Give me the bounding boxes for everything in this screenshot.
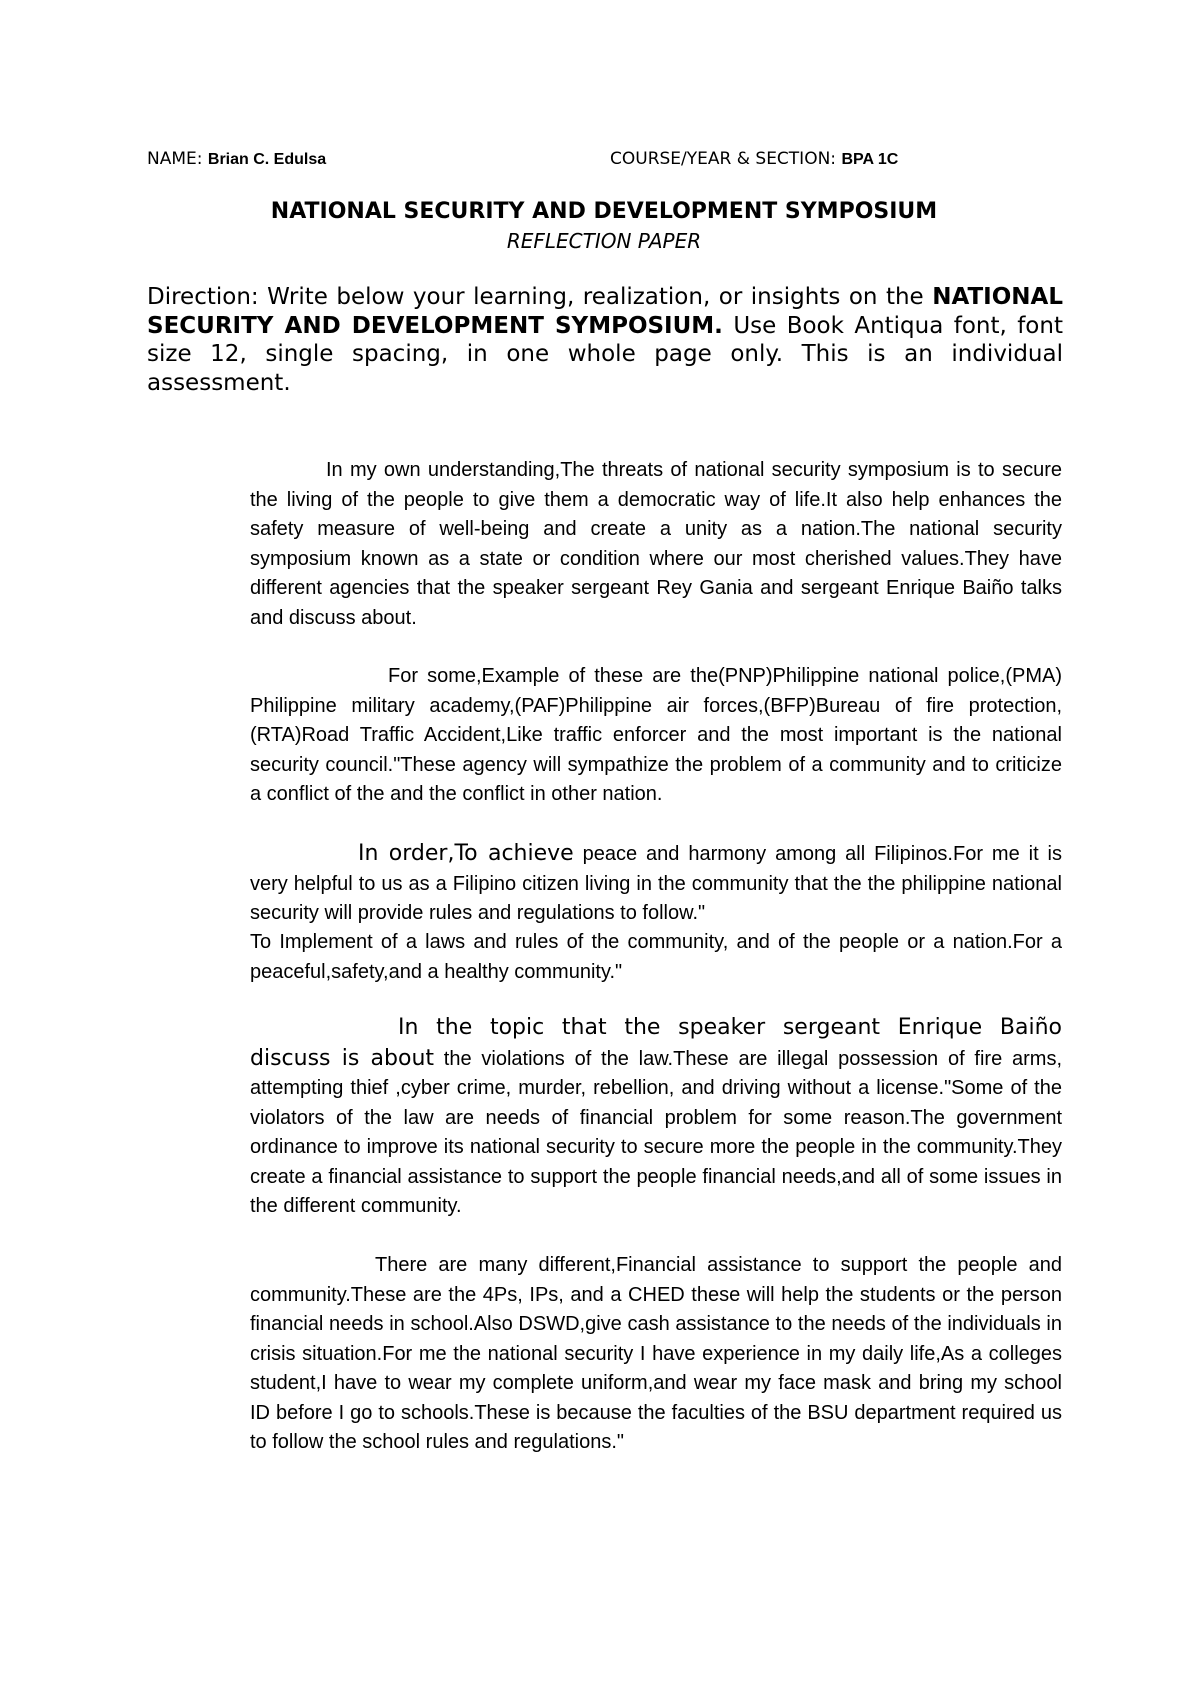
paragraph-3-rest: peace and harmony among all Filipinos.For me it is very helpful to us as a Filipino citizen living in the community that the the philippine national security will provide rules and regulations to follow." <box>250 843 1062 924</box>
name-label: NAME: <box>147 149 208 169</box>
paragraph-1: In my own understanding,The threats of national security symposium is to secure the living of the people to give them a democratic way of life.It also help enhances the safety measure of well-being and create a unity as a nation.The national security symposium known as a state or condition where our most cherished values.They have different agencies that the speaker sergeant Rey Gania and sergeant Enrique Baiño talks and discuss about. <box>250 459 1062 629</box>
paragraph-3 <box>250 839 1062 929</box>
paragraph-5 <box>250 1013 1062 1222</box>
document-subtitle: REFLECTION PAPER <box>506 229 702 253</box>
paragraph-2: For some,Example of these are the(PNP)Philippine national police,(PMA) Philippine military academy,(PAF)Philippine air forces,(BFP)Bureau of fire protection,(RTA)Road Traffic Accident,Like traffic enforcer and the most important is the national security council."These agency will sympathize the problem of a community and to criticize a conflict of the and the conflict in other nation. <box>250 665 1062 805</box>
paragraph-5-lead: In the topic that the speaker sergeant Enrique Baiño discuss is about <box>250 1015 1062 1071</box>
paragraph-5-rest: the violations of the law.These are illegal possession of fire arms, attempting thief ,cyber crime, murder, rebellion, and driving without a license."Some of the violators of the law are needs of financial problem for some reason.The government ordinance to improve its national security to secure more the people in the community.They create a financial assistance to support the people financial needs,and all of some issues in the different community. <box>250 1047 1062 1217</box>
paragraph-6: There are many different,Financial assistance to support the people and community.These are the 4Ps, IPs, and a CHED these will help the students or the person financial needs in school.Also DSWD,give cash assistance to the needs of the individuals in crisis situation.For me the national security I have experience in my daily life,As a colleges student,I have to wear my complete uniform,and wear my face mask and bring my school ID before I go to schools.These is because the faculties of the BSU department required us to follow the school rules and regulations." <box>250 1254 1062 1453</box>
document-title: NATIONAL SECURITY AND DEVELOPMENT SYMPOSIUM <box>270 199 938 224</box>
paragraph-4: To Implement of a laws and rules of the community, and of the people or a nation.For a peaceful,safety,and a healthy community." <box>250 931 1062 983</box>
paragraph-3-lead: In order,To achieve <box>358 841 574 866</box>
course-block <box>610 148 898 171</box>
header-line <box>147 148 899 171</box>
name-value: Brian C. Edulsa <box>207 151 327 168</box>
course-label: COURSE/YEAR & SECTION: <box>610 149 842 169</box>
direction-suffix: Use Book Antiqua font, font size 12, single spacing, in one whole page only. This is an individual assessment. <box>147 312 1063 396</box>
direction-prefix: Direction: Write below your learning, realization, or insights on the <box>147 284 933 310</box>
direction-bold: NATIONAL SECURITY AND DEVELOPMENT SYMPOSIUM. <box>147 284 1063 339</box>
direction-text <box>147 283 1063 397</box>
course-value: BPA 1C <box>841 151 899 168</box>
